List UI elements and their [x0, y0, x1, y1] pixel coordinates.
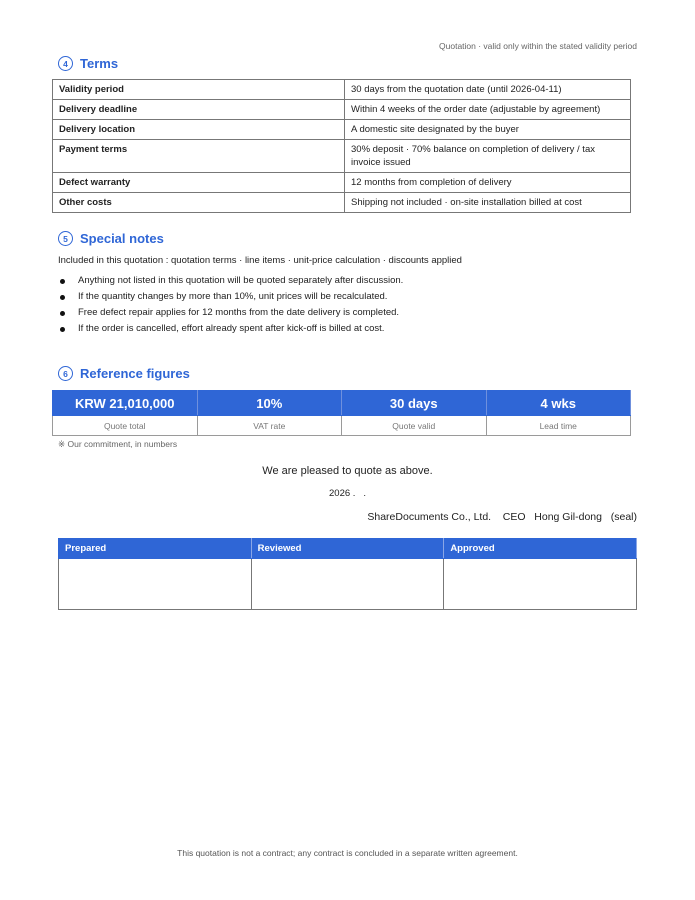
- figures-values-row: [53, 391, 631, 416]
- terms-value: Shipping not included · on-site installation billed at cost: [345, 193, 631, 213]
- approval-header: Approved: [444, 539, 637, 559]
- notes-list: [58, 273, 403, 337]
- figure-label: VAT rate: [197, 416, 342, 436]
- table-row: [53, 80, 631, 100]
- terms-value: 30 days from the quotation date (until 2026-04-11): [345, 80, 631, 100]
- note-text: If the quantity changes by more than 10%, unit prices will be recalculated.: [78, 291, 388, 302]
- table-row: [53, 140, 631, 173]
- figure-value: KRW 21,010,000: [53, 391, 198, 416]
- terms-section-title: [58, 56, 118, 71]
- section-number-badge: 6: [58, 366, 73, 381]
- section-number-badge: 4: [58, 56, 73, 71]
- note-text: Free defect repair applies for 12 months from the date delivery is completed.: [78, 307, 400, 318]
- figure-value: 10%: [197, 391, 342, 416]
- terms-label: Validity period: [53, 80, 345, 100]
- note-text: If the order is cancelled, effort already spent after kick-off is billed at cost.: [78, 323, 385, 334]
- bullet-icon: [60, 311, 65, 316]
- figure-value: 4 wks: [486, 391, 631, 416]
- footer-note: This quotation is not a contract; any contract is concluded in a separate written agreement.: [177, 848, 518, 858]
- approval-table: [58, 538, 637, 610]
- approval-header-row: [59, 539, 637, 559]
- table-row: [53, 173, 631, 193]
- terms-value: A domestic site designated by the buyer: [345, 120, 631, 140]
- figures-section-title: [58, 366, 190, 381]
- list-item: [58, 305, 403, 321]
- table-row: [53, 120, 631, 140]
- figure-value: 30 days: [342, 391, 487, 416]
- figure-label: Quote total: [53, 416, 198, 436]
- notes-section-title: [58, 231, 164, 246]
- approval-signature-cell: [251, 559, 444, 610]
- approval-signature-row: [59, 559, 637, 610]
- terms-label: Other costs: [53, 193, 345, 213]
- bullet-icon: [60, 327, 65, 332]
- terms-label: Defect warranty: [53, 173, 345, 193]
- notes-title: Special notes: [80, 231, 164, 246]
- signature-line: ShareDocuments Co., Ltd. CEO Hong Gil-dong (seal): [367, 511, 637, 523]
- terms-value: Within 4 weeks of the order date (adjustable by agreement): [345, 100, 631, 120]
- figures-title: Reference figures: [80, 366, 190, 381]
- terms-title: Terms: [80, 56, 119, 71]
- figures-labels-row: [53, 416, 631, 436]
- bullet-icon: [60, 295, 65, 300]
- table-row: [53, 193, 631, 213]
- figures-table: [52, 390, 631, 436]
- terms-label: Delivery deadline: [53, 100, 345, 120]
- section-number-badge: 5: [58, 231, 73, 246]
- approval-signature-cell: [59, 559, 252, 610]
- figure-label: Lead time: [486, 416, 631, 436]
- terms-label: Delivery location: [53, 120, 345, 140]
- approval-header: Prepared: [59, 539, 252, 559]
- terms-table: [52, 79, 631, 213]
- figures-caption: ※ Our commitment, in numbers: [58, 439, 178, 449]
- closing-statement: We are pleased to quote as above.: [262, 465, 433, 477]
- approval-header: Reviewed: [251, 539, 444, 559]
- figure-label: Quote valid: [342, 416, 487, 436]
- list-item: [58, 289, 403, 305]
- bullet-icon: [60, 279, 65, 284]
- table-row: [53, 100, 631, 120]
- list-item: [58, 273, 403, 289]
- terms-value: 30% deposit · 70% balance on completion of delivery / tax invoice issued: [345, 140, 631, 173]
- note-text: Anything not listed in this quotation will be quoted separately after discussion.: [78, 275, 404, 286]
- terms-value: 12 months from completion of delivery: [345, 173, 631, 193]
- closing-date: 2026 . .: [329, 488, 366, 499]
- terms-label: Payment terms: [53, 140, 345, 173]
- header-note: Quotation · valid only within the stated validity period: [439, 41, 637, 51]
- list-item: [58, 321, 403, 337]
- approval-signature-cell: [444, 559, 637, 610]
- notes-intro: Included in this quotation : quotation terms · line items · unit-price calculation · discounts applied: [58, 255, 462, 266]
